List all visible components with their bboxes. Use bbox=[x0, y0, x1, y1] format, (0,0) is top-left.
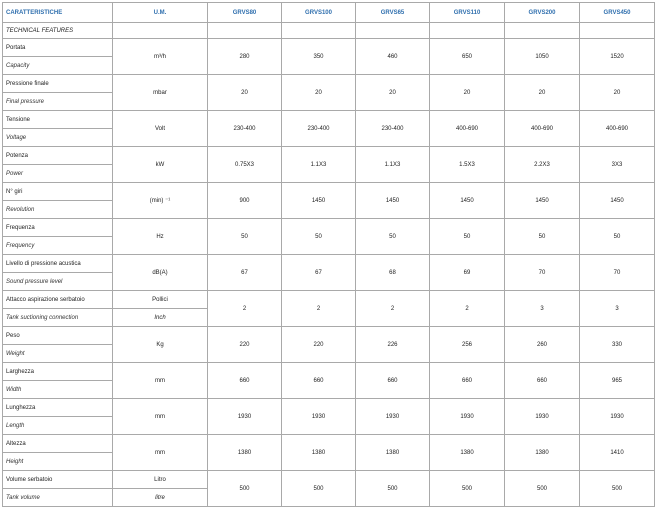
unit-cell: m³/h bbox=[113, 39, 208, 75]
feature-label-it: Pressione finale bbox=[3, 75, 113, 93]
feature-label-it: Livello di pressione acustica bbox=[3, 255, 113, 273]
feature-label-en: Final pressure bbox=[3, 93, 113, 111]
blank-cell bbox=[505, 23, 580, 39]
table-row bbox=[3, 363, 655, 381]
feature-label-en: Voltage bbox=[3, 129, 113, 147]
value-cell: 20 bbox=[430, 75, 505, 111]
value-cell: 67 bbox=[282, 255, 356, 291]
value-cell: 3 bbox=[505, 291, 580, 327]
value-cell: 1520 bbox=[580, 39, 655, 75]
value-cell: 660 bbox=[505, 363, 580, 399]
table-row bbox=[3, 39, 655, 57]
value-cell: 500 bbox=[430, 471, 505, 507]
unit-cell-en: litre bbox=[113, 489, 208, 507]
value-cell: 660 bbox=[356, 363, 430, 399]
model-header: GRVS100 bbox=[282, 3, 356, 23]
feature-label-it: Attacco aspirazione serbatoio bbox=[3, 291, 113, 309]
value-cell: 280 bbox=[208, 39, 282, 75]
value-cell: 2 bbox=[430, 291, 505, 327]
value-cell: 1.5X3 bbox=[430, 147, 505, 183]
table-row bbox=[3, 255, 655, 273]
value-cell: 70 bbox=[505, 255, 580, 291]
value-cell: 2.2X3 bbox=[505, 147, 580, 183]
model-header: GRVS80 bbox=[208, 3, 282, 23]
table-row bbox=[3, 327, 655, 345]
blank-cell bbox=[113, 23, 208, 39]
value-cell: 50 bbox=[208, 219, 282, 255]
value-cell: 256 bbox=[430, 327, 505, 363]
value-cell: 220 bbox=[208, 327, 282, 363]
value-cell: 69 bbox=[430, 255, 505, 291]
value-cell: 20 bbox=[580, 75, 655, 111]
feature-label-it: Frequenza bbox=[3, 219, 113, 237]
value-cell: 900 bbox=[208, 183, 282, 219]
value-cell: 1930 bbox=[580, 399, 655, 435]
feature-label-it: Lunghezza bbox=[3, 399, 113, 417]
value-cell: 1450 bbox=[505, 183, 580, 219]
model-header: GRVS200 bbox=[505, 3, 580, 23]
value-cell: 20 bbox=[208, 75, 282, 111]
value-cell: 400-690 bbox=[430, 111, 505, 147]
value-cell: 50 bbox=[580, 219, 655, 255]
value-cell: 67 bbox=[208, 255, 282, 291]
value-cell: 400-690 bbox=[505, 111, 580, 147]
feature-label-en: Weight bbox=[3, 345, 113, 363]
value-cell: 20 bbox=[505, 75, 580, 111]
feature-label-it: Altezza bbox=[3, 435, 113, 453]
value-cell: 3X3 bbox=[580, 147, 655, 183]
technical-features-table bbox=[2, 2, 655, 507]
unit-cell: Hz bbox=[113, 219, 208, 255]
value-cell: 1380 bbox=[505, 435, 580, 471]
value-cell: 50 bbox=[356, 219, 430, 255]
table-row bbox=[3, 219, 655, 237]
blank-cell bbox=[356, 23, 430, 39]
value-cell: 1450 bbox=[430, 183, 505, 219]
value-cell: 1410 bbox=[580, 435, 655, 471]
unit-cell: Kg bbox=[113, 327, 208, 363]
blank-cell bbox=[580, 23, 655, 39]
model-header: GRVS450 bbox=[580, 3, 655, 23]
table-row bbox=[3, 147, 655, 165]
table-row bbox=[3, 75, 655, 93]
value-cell: 230-400 bbox=[208, 111, 282, 147]
value-cell: 1450 bbox=[282, 183, 356, 219]
value-cell: 330 bbox=[580, 327, 655, 363]
feature-label-it: Larghezza bbox=[3, 363, 113, 381]
feature-label-it: Portata bbox=[3, 39, 113, 57]
unit-cell: dB(A) bbox=[113, 255, 208, 291]
table-body bbox=[3, 39, 655, 507]
value-cell: 260 bbox=[505, 327, 580, 363]
value-cell: 500 bbox=[356, 471, 430, 507]
table-row bbox=[3, 111, 655, 129]
unit-cell: kW bbox=[113, 147, 208, 183]
unit-cell: mm bbox=[113, 399, 208, 435]
value-cell: 0.75X3 bbox=[208, 147, 282, 183]
unit-cell: mm bbox=[113, 435, 208, 471]
model-header: GRVS65 bbox=[356, 3, 430, 23]
feature-label-it: Peso bbox=[3, 327, 113, 345]
unit-cell: Pollici bbox=[113, 291, 208, 309]
table-row bbox=[3, 399, 655, 417]
value-cell: 350 bbox=[282, 39, 356, 75]
feature-label-it: N° giri bbox=[3, 183, 113, 201]
feature-label-en: Tank suctioning connection bbox=[3, 309, 113, 327]
header-row bbox=[3, 3, 655, 23]
value-cell: 70 bbox=[580, 255, 655, 291]
value-cell: 1380 bbox=[282, 435, 356, 471]
table-row bbox=[3, 183, 655, 201]
feature-label-en: Sound pressure level bbox=[3, 273, 113, 291]
value-cell: 1050 bbox=[505, 39, 580, 75]
value-cell: 1.1X3 bbox=[282, 147, 356, 183]
feature-label-en: Height bbox=[3, 453, 113, 471]
blank-cell bbox=[208, 23, 282, 39]
value-cell: 50 bbox=[505, 219, 580, 255]
header-subrow bbox=[3, 23, 655, 39]
value-cell: 500 bbox=[580, 471, 655, 507]
value-cell: 1.1X3 bbox=[356, 147, 430, 183]
value-cell: 50 bbox=[430, 219, 505, 255]
value-cell: 500 bbox=[208, 471, 282, 507]
value-cell: 1930 bbox=[356, 399, 430, 435]
unit-cell: mm bbox=[113, 363, 208, 399]
table-row bbox=[3, 435, 655, 453]
feature-label-en: Frequency bbox=[3, 237, 113, 255]
value-cell: 1380 bbox=[430, 435, 505, 471]
value-cell: 500 bbox=[282, 471, 356, 507]
model-header: GRVS110 bbox=[430, 3, 505, 23]
feature-label-en: Width bbox=[3, 381, 113, 399]
value-cell: 226 bbox=[356, 327, 430, 363]
value-cell: 400-690 bbox=[580, 111, 655, 147]
table-row bbox=[3, 291, 655, 309]
value-cell: 50 bbox=[282, 219, 356, 255]
feature-label-en: Length bbox=[3, 417, 113, 435]
value-cell: 68 bbox=[356, 255, 430, 291]
feature-label-it: Volume serbatoio bbox=[3, 471, 113, 489]
value-cell: 965 bbox=[580, 363, 655, 399]
value-cell: 230-400 bbox=[356, 111, 430, 147]
value-cell: 1930 bbox=[208, 399, 282, 435]
value-cell: 1930 bbox=[430, 399, 505, 435]
unit-cell: Volt bbox=[113, 111, 208, 147]
feature-label-it: Potenza bbox=[3, 147, 113, 165]
value-cell: 2 bbox=[208, 291, 282, 327]
value-cell: 500 bbox=[505, 471, 580, 507]
value-cell: 1450 bbox=[356, 183, 430, 219]
unit-cell-en: Inch bbox=[113, 309, 208, 327]
value-cell: 660 bbox=[208, 363, 282, 399]
value-cell: 1380 bbox=[208, 435, 282, 471]
blank-cell bbox=[430, 23, 505, 39]
value-cell: 1930 bbox=[282, 399, 356, 435]
value-cell: 3 bbox=[580, 291, 655, 327]
value-cell: 230-400 bbox=[282, 111, 356, 147]
value-cell: 1930 bbox=[505, 399, 580, 435]
table-row bbox=[3, 471, 655, 489]
unit-cell: mbar bbox=[113, 75, 208, 111]
feature-label-en: Capacity bbox=[3, 57, 113, 75]
feature-label-en: Power bbox=[3, 165, 113, 183]
value-cell: 20 bbox=[282, 75, 356, 111]
unit-cell: Litro bbox=[113, 471, 208, 489]
value-cell: 460 bbox=[356, 39, 430, 75]
value-cell: 20 bbox=[356, 75, 430, 111]
value-cell: 1380 bbox=[356, 435, 430, 471]
value-cell: 2 bbox=[356, 291, 430, 327]
technical-features-header: TECHNICAL FEATURES bbox=[3, 23, 113, 39]
feature-label-it: Tensione bbox=[3, 111, 113, 129]
value-cell: 1450 bbox=[580, 183, 655, 219]
value-cell: 660 bbox=[430, 363, 505, 399]
value-cell: 220 bbox=[282, 327, 356, 363]
characteristics-header: CARATTERISTICHE bbox=[3, 3, 113, 23]
value-cell: 650 bbox=[430, 39, 505, 75]
unit-cell: (min) ⁻¹ bbox=[113, 183, 208, 219]
unit-header: U.M. bbox=[113, 3, 208, 23]
value-cell: 2 bbox=[282, 291, 356, 327]
value-cell: 660 bbox=[282, 363, 356, 399]
blank-cell bbox=[282, 23, 356, 39]
feature-label-en: Tank volume bbox=[3, 489, 113, 507]
feature-label-en: Revolution bbox=[3, 201, 113, 219]
